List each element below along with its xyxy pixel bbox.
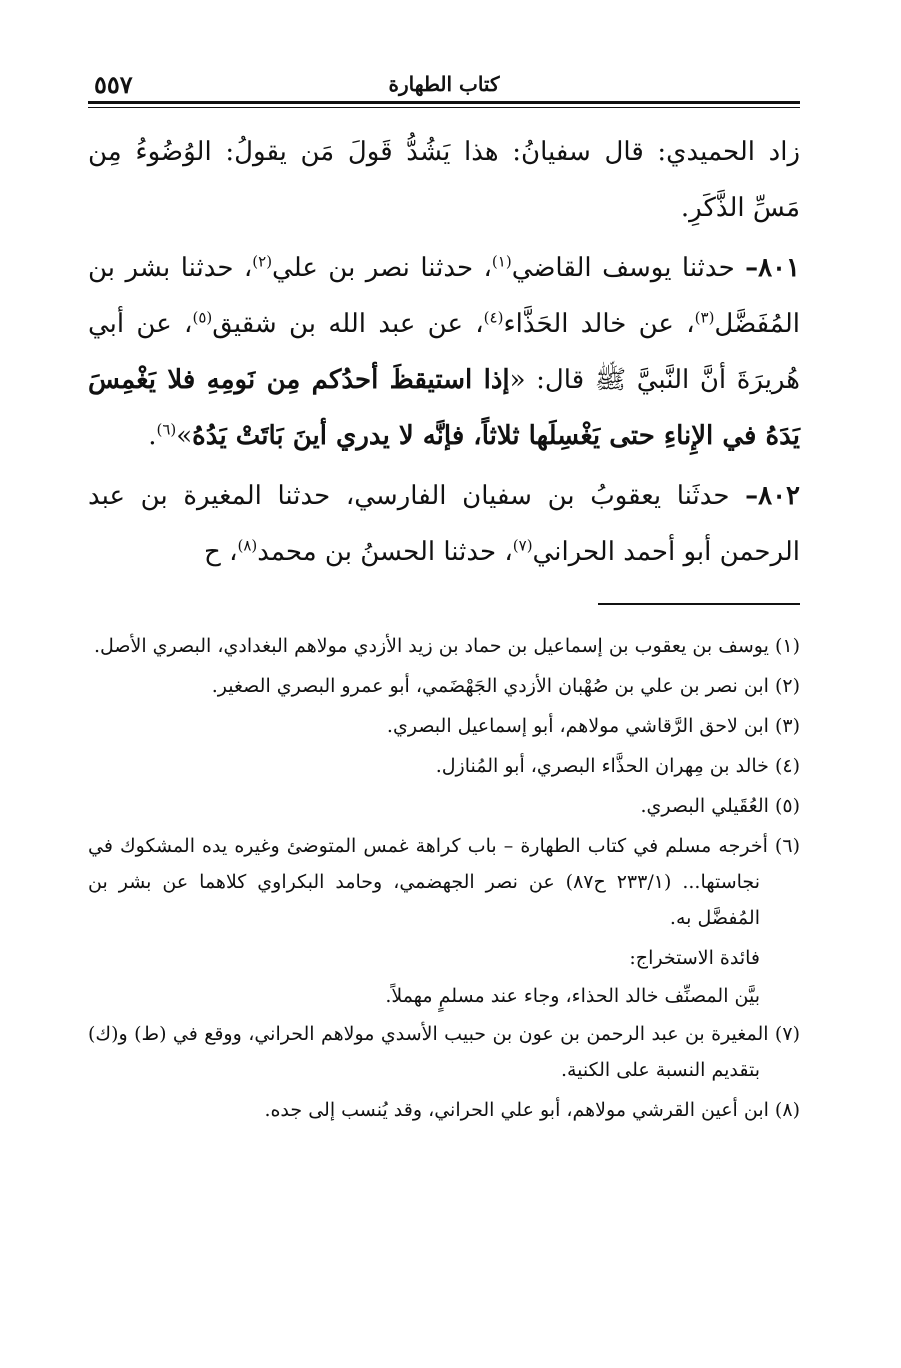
text-run: » — [176, 421, 193, 451]
page-header — [88, 68, 800, 98]
footnote-ref: (٢) — [252, 252, 273, 271]
footnote-ref: (٦) — [156, 420, 177, 439]
hadith-802 — [88, 468, 800, 580]
footnote-6-extra-heading: فائدة الاستخراج: — [629, 947, 760, 969]
page-number: ٥٥٧ — [94, 70, 133, 99]
footnote-5: (٥) العُقَيلي البصري. — [640, 795, 800, 817]
hadith-number: ٨٠٢– — [745, 481, 801, 511]
header-rule-thin — [88, 107, 800, 108]
text-run: ، عن خالد الحَذَّاء — [503, 309, 695, 339]
text-run: ، حدثنا بشر بن المُفَضَّل — [88, 253, 800, 339]
footnote-1: (١) يوسف بن يعقوب بن إسماعيل بن حماد بن زيد الأزدي مولاهم البغدادي، البصري الأصل. — [93, 635, 800, 657]
text-run: ، عن عبد الله بن شقيق — [212, 309, 484, 339]
text-run: ، حدثنا نصر بن علي — [272, 253, 492, 283]
text-run: حدثنا يوسف القاضي — [511, 253, 746, 283]
footnote-ref: (٣) — [694, 308, 715, 327]
footnote-ref: (٤) — [483, 308, 504, 327]
footnote-3: (٣) ابن لاحق الرَّقاشي مولاهم، أبو إسماعيل البصري. — [386, 715, 800, 737]
footnote-6-extra-text: بيَّن المصنِّف خالد الحذاء، وجاء عند مسلمٍ مهملاً. — [385, 985, 760, 1007]
text-run: ، ح — [204, 537, 238, 567]
text-run: حدثَنا يعقوبُ بن سفيان الفارسي، حدثنا المغيرة بن عبد الرحمن أبو أحمد الحراني — [88, 481, 800, 567]
footnote-ref: (٨) — [237, 536, 258, 555]
footnote-ref: (١) — [491, 252, 512, 271]
footnote-6: (٦) أخرجه مسلم في كتاب الطهارة – باب كراهة غمس المتوضئ وغيره يده المشكوك في نجاستها... (٢٣٣/١ ح٨٧) عن نصر الجهضمي، وحامد البكراوي كلاهما عن بشر بن المُفضَّل به. — [88, 835, 800, 929]
paragraph-humaidi: زاد الحميدي: قال سفيانُ: هذا يَشُدُّ قَولَ مَن يقولُ: الوُضُوءُ مِن مَسِّ الذَّكَرِ. — [88, 137, 800, 223]
footnote-7: (٧) المغيرة بن عبد الرحمن بن عون بن حبيب الأسدي مولاهم الحراني، ووقع في (ط) و(ك) بتقديم النسبة على الكنية. — [88, 1023, 800, 1081]
footnote-ref: (٥) — [192, 308, 213, 327]
footnote-separator — [598, 603, 800, 605]
footnote-8: (٨) ابن أعين القرشي مولاهم، أبو علي الحراني، وقد يُنسب إلى جده. — [264, 1099, 800, 1121]
text-run: . — [148, 421, 157, 451]
footnote-2: (٢) ابن نصر بن علي بن صُهْبان الأزدي الجَهْضَمي، أبو عمرو البصري الصغير. — [211, 675, 800, 697]
hadith-number: ٨٠١– — [745, 253, 800, 283]
text-run: ، عن أبي هُريرَةَ أنَّ النَّبيَّ ﷺ قال: « — [88, 309, 800, 395]
text-run: ، حدثنا الحسنُ بن محمد — [257, 537, 513, 567]
hadith-matn: إذا استيقظَ أحدُكم مِن نَومِهِ فلا يَغْمِسَ يَدَهُ في الإِناءِ حتى يَغْسِلَها ثلاثاً، فإنَّه لا يدري أينَ بَاتَتْ يَدُهُ — [88, 365, 800, 451]
running-title: كتاب الطهارة — [388, 72, 500, 96]
footnote-4: (٤) خالد بن مِهران الحذَّاء البصري، أبو المُنازل. — [435, 755, 800, 777]
footnotes — [88, 628, 800, 1132]
header-rule-thick — [88, 101, 800, 104]
hadith-801 — [88, 240, 800, 464]
main-text — [88, 124, 800, 584]
footnote-ref: (٧) — [512, 536, 533, 555]
